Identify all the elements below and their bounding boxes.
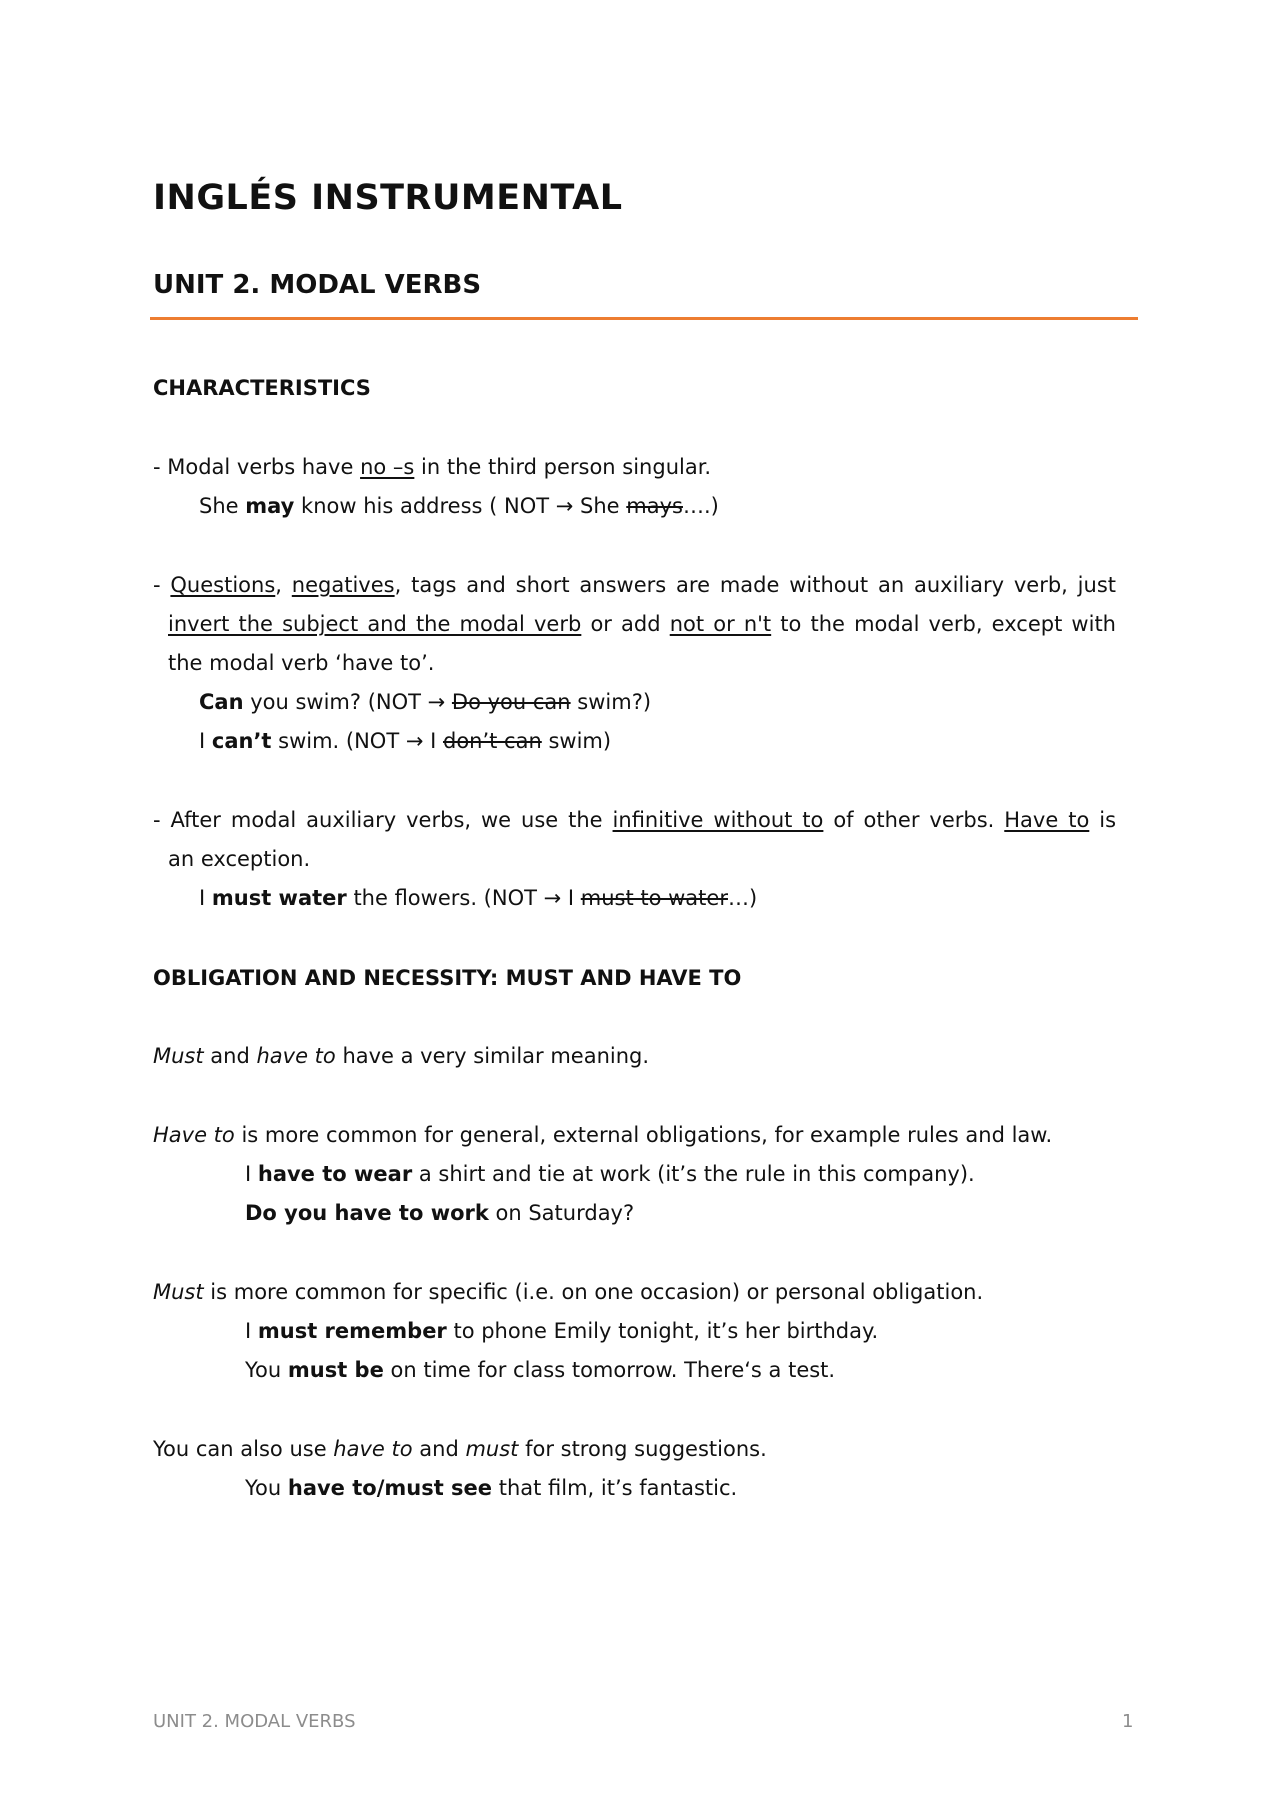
section-heading-obligation: OBLIGATION AND NECESSITY: MUST AND HAVE TO	[153, 966, 742, 990]
example-cant: I can’t swim. (NOT → I don’t can swim)	[199, 729, 612, 753]
document-title: INGLÉS INSTRUMENTAL	[153, 178, 623, 218]
example-do-you-have-to-work: Do you have to work on Saturday?	[245, 1201, 635, 1225]
obligation-sentence-2: Have to is more common for general, external obligations, for example rules and law.	[153, 1123, 1053, 1147]
footer-unit-label: UNIT 2. MODAL VERBS	[153, 1711, 356, 1732]
section-heading-characteristics: CHARACTERISTICS	[153, 376, 371, 400]
example-must-water: I must water the flowers. (NOT → I must to water…)	[199, 886, 758, 910]
obligation-sentence-4: You can also use have to and must for strong suggestions.	[153, 1437, 767, 1461]
characteristic-2-line-2: invert the subject and the modal verb or add not or n't to the modal verb, except with	[168, 612, 1116, 636]
characteristic-1: - Modal verbs have no –s in the third person singular.	[153, 455, 712, 479]
example-must-remember: I must remember to phone Emily tonight, it’s her birthday.	[245, 1319, 879, 1343]
characteristic-3-line-1: - After modal auxiliary verbs, we use the infinitive without to of other verbs. Have to is	[153, 808, 1117, 832]
characteristic-2-line-3: the modal verb ‘have to’.	[168, 651, 435, 675]
example-may: She may know his address ( NOT → She mays….)	[199, 494, 719, 518]
characteristic-2-line-1: - Questions, negatives, tags and short answers are made without an auxiliary verb, just	[153, 573, 1116, 597]
example-must-be: You must be on time for class tomorrow. There‘s a test.	[245, 1358, 836, 1382]
characteristic-3-line-2: an exception.	[168, 847, 311, 871]
example-have-to-wear: I have to wear a shirt and tie at work (it’s the rule in this company).	[245, 1162, 975, 1186]
example-must-see: You have to/must see that film, it’s fantastic.	[245, 1476, 738, 1500]
title-divider	[150, 317, 1138, 320]
unit-title: UNIT 2. MODAL VERBS	[153, 270, 482, 300]
example-can: Can you swim? (NOT → Do you can swim?)	[199, 690, 652, 714]
obligation-sentence-1: Must and have to have a very similar meaning.	[153, 1044, 650, 1068]
page-number: 1	[1122, 1711, 1134, 1732]
obligation-sentence-3: Must is more common for specific (i.e. on one occasion) or personal obligation.	[153, 1280, 984, 1304]
